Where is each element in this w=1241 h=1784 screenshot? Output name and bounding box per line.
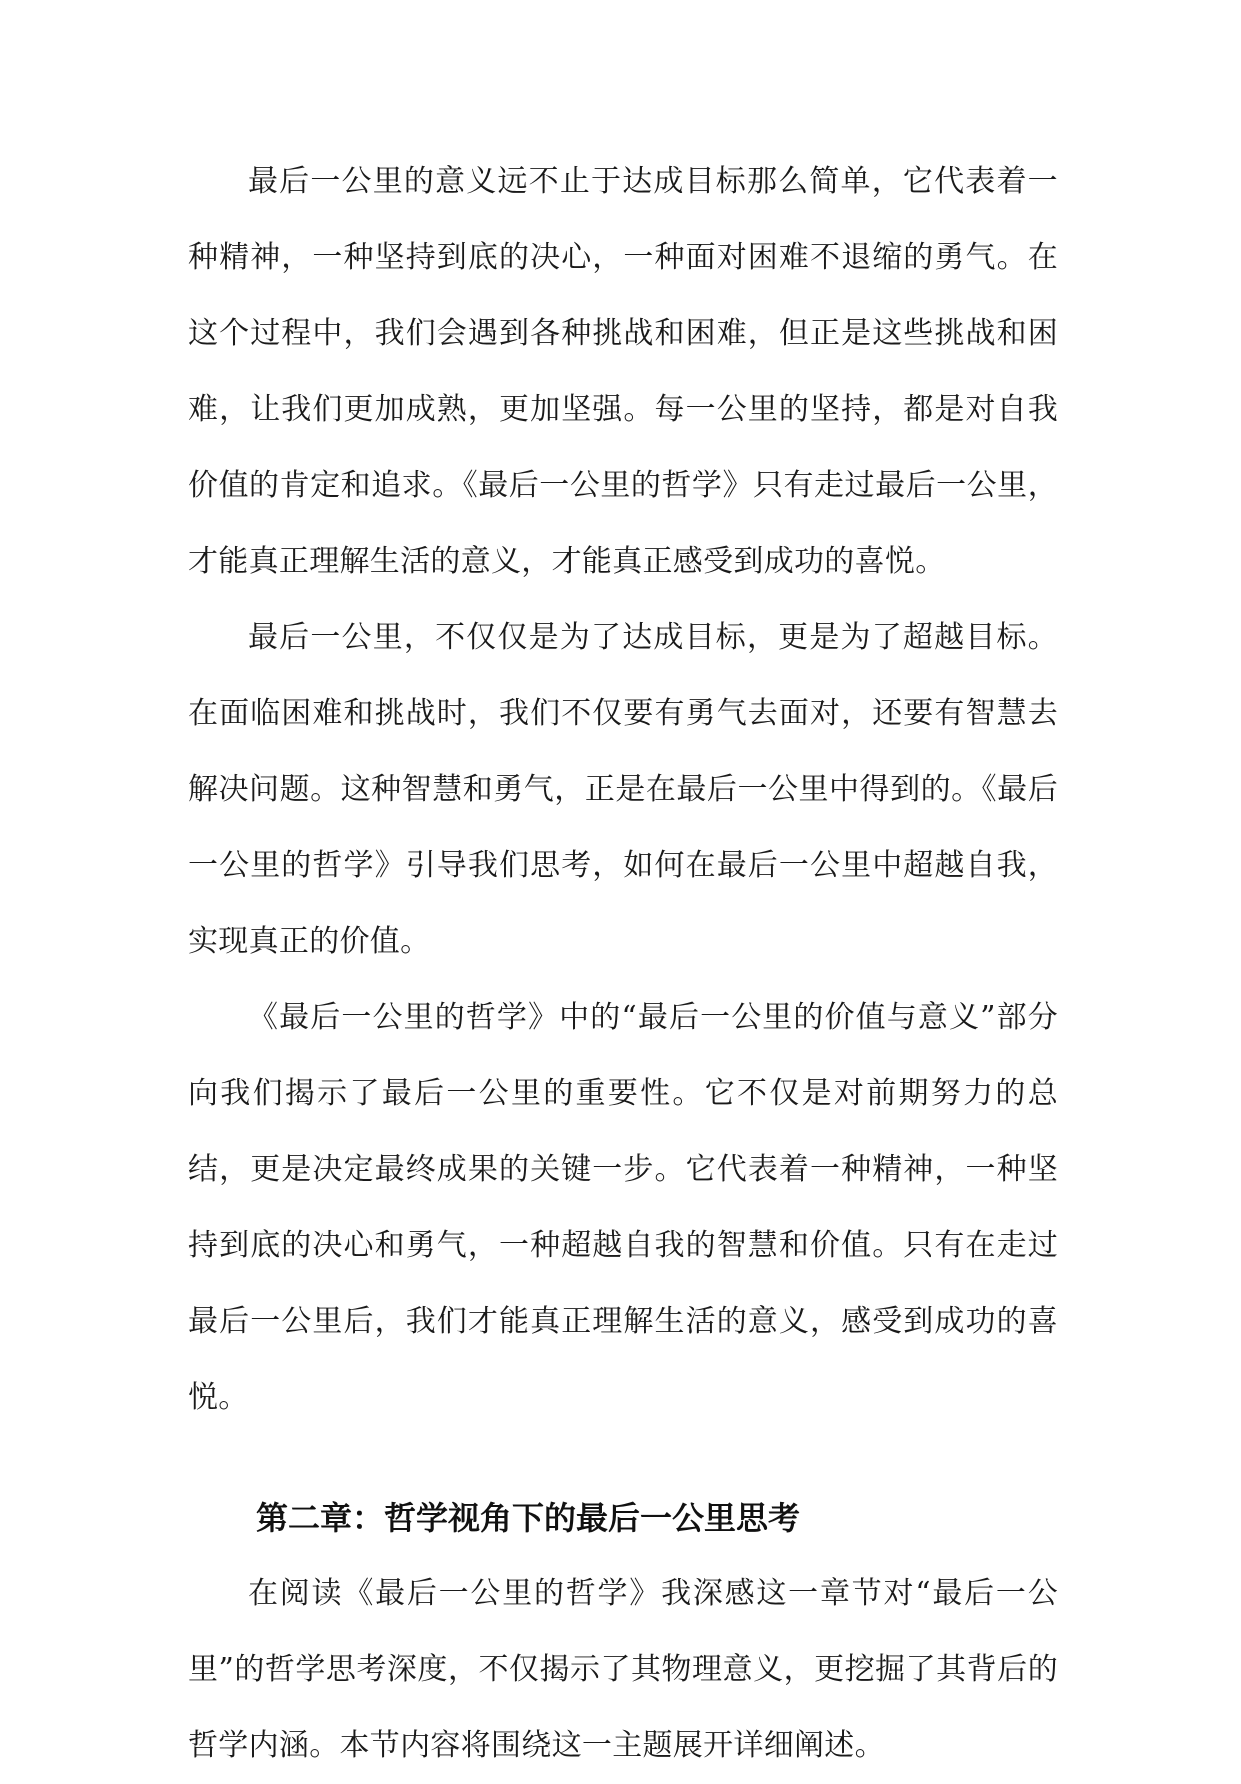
body-paragraph: 最后一公里的意义远不止于达成目标那么简单，它代表着一种精神，一种坚持到底的决心，一种面对困难不退缩的勇气。在这个过程中，我们会遇到各种挑战和困难，但正是这些挑战和困难，让我们更加成熟，更加坚强。每一公里的坚持，都是对自我价值的肯定和追求。《最后一公里的哲学》只有走过最后一公里，才能真正理解生活的意义，才能真正感受到成功的喜悦。 — [188, 164, 1058, 579]
chapter-heading: 第二章：哲学视角下的最后一公里思考 — [256, 1499, 801, 1537]
body-paragraph: 在阅读《最后一公里的哲学》我深感这一章节对“最后一公里”的哲学思考深度，不仅揭示了其物理意义，更挖掘了其背后的哲学内涵。本节内容将围绕这一主题展开详细阐述。 — [188, 1576, 1058, 1763]
document-body — [188, 144, 1058, 1784]
spacer — [188, 1436, 1058, 1480]
body-paragraph: 最后一公里，不仅仅是为了达成目标，更是为了超越目标。在面临困难和挑战时，我们不仅要有勇气去面对，还要有智慧去解决问题。这种智慧和勇气，正是在最后一公里中得到的。《最后一公里的哲学》引导我们思考，如何在最后一公里中超越自我，实现真正的价值。 — [188, 620, 1058, 959]
body-paragraph: 《最后一公里的哲学》中的“最后一公里的价值与意义”部分向我们揭示了最后一公里的重要性。它不仅是对前期努力的总结，更是决定最终成果的关键一步。它代表着一种精神，一种坚持到底的决心和勇气，一种超越自我的智慧和价值。只有在走过最后一公里后，我们才能真正理解生活的意义，感受到成功的喜悦。 — [188, 1000, 1058, 1415]
